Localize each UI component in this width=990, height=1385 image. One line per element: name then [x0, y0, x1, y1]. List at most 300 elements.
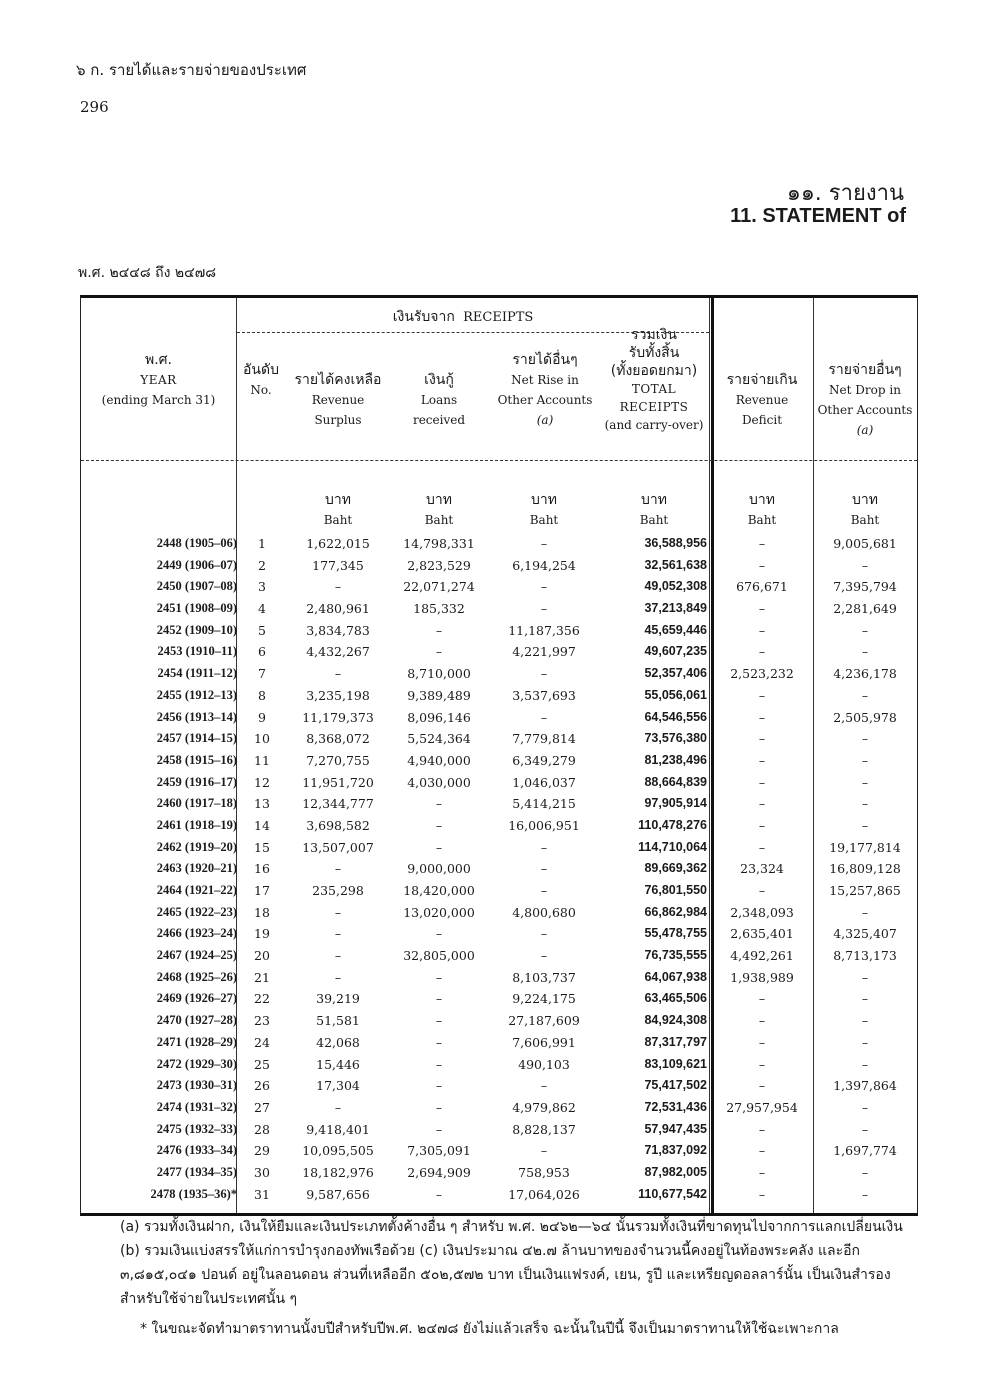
table-row [81, 903, 917, 925]
cell-rev: 17,304 [316, 1078, 360, 1094]
table-row [81, 729, 917, 751]
cell-rev: – [334, 948, 342, 964]
cell-def: – [758, 731, 766, 747]
cell-rise: 6,349,279 [512, 752, 576, 768]
table-row [81, 686, 917, 708]
cell-rise: 758,953 [518, 1164, 570, 1180]
cell-drop: – [861, 1164, 869, 1180]
cell-loan: – [435, 1056, 443, 1072]
cell-drop: – [861, 644, 869, 660]
header-year-thai: พ.ศ. [144, 352, 172, 368]
cell-def: 27,957,954 [726, 1099, 798, 1115]
cell-total: 87,317,797 [644, 1034, 707, 1049]
table-row [81, 773, 917, 795]
cell-no: 28 [254, 1121, 270, 1137]
cell-rev: 11,951,720 [302, 774, 374, 790]
cell-loan: 5,524,364 [407, 731, 471, 747]
cell-rise: – [540, 861, 548, 877]
cell-rise: – [540, 948, 548, 964]
cell-total: 87,982,005 [644, 1164, 707, 1179]
cell-year: 2470 (1927–28) [156, 1013, 237, 1028]
cell-def: 1,938,989 [730, 969, 794, 985]
cell-loan: – [435, 926, 443, 942]
cell-def: – [758, 752, 766, 768]
cell-drop: 4,325,407 [833, 926, 897, 942]
cell-rev: 3,235,198 [306, 687, 370, 703]
cell-def: – [758, 1034, 766, 1050]
table-row [81, 859, 917, 881]
cell-total: 55,056,061 [644, 687, 707, 702]
cell-total: 63,465,506 [644, 991, 707, 1006]
cell-drop: 7,395,794 [833, 579, 897, 595]
cell-def: – [758, 1121, 766, 1137]
cell-loan: – [435, 1013, 443, 1029]
cell-rev: 18,182,976 [302, 1164, 374, 1180]
cell-rev: – [334, 926, 342, 942]
cell-drop: – [861, 969, 869, 985]
unit-label: บาท Baht [424, 492, 454, 527]
cell-drop: – [861, 1056, 869, 1072]
running-head: ๖ ก. รายได้และรายจ่ายของประเทศ [76, 61, 307, 79]
cell-def: – [758, 709, 766, 725]
cell-drop: – [861, 752, 869, 768]
header-nd-thai: รายจ่ายอื่นๆ [828, 362, 902, 378]
cell-no: 3 [258, 579, 266, 595]
cell-rev: 3,698,582 [306, 817, 370, 833]
cell-rev: 51,581 [316, 1013, 360, 1029]
cell-loan: – [435, 622, 443, 638]
cell-rise: 5,414,215 [512, 796, 576, 812]
cell-drop: – [861, 731, 869, 747]
cell-loan: – [435, 1121, 443, 1137]
cell-def: – [758, 774, 766, 790]
cell-rev: 10,095,505 [302, 1143, 374, 1159]
cell-no: 26 [254, 1078, 270, 1094]
cell-drop: 4,236,178 [833, 666, 897, 682]
cell-loan: 14,798,331 [403, 536, 475, 551]
cell-drop: 1,397,864 [833, 1078, 897, 1094]
cell-rev: 4,432,267 [306, 644, 370, 660]
cell-rev: 8,368,072 [306, 731, 370, 747]
cell-loan: 9,389,489 [407, 687, 471, 703]
header-rd-en1: Revenue [735, 393, 789, 407]
cell-year: 2460 (1917–18) [156, 796, 237, 811]
header-loans-thai: เงินกู้ [424, 372, 454, 388]
cell-year: 2466 (1923–24) [156, 926, 237, 941]
cell-no: 20 [254, 948, 270, 964]
cell-loan: 2,823,529 [407, 557, 471, 573]
cell-no: 18 [254, 904, 270, 920]
cell-def: – [758, 839, 766, 855]
table-row [81, 1076, 917, 1098]
table-row [81, 1120, 917, 1142]
header-nd-en2: Other Accounts [817, 403, 913, 417]
header-total-thai1: รวมเงิน [631, 327, 677, 343]
cell-loan: 4,940,000 [407, 752, 471, 768]
cell-drop: 1,697,774 [833, 1143, 897, 1159]
cell-total: 72,531,436 [644, 1099, 707, 1114]
cell-year: 2453 (1910–11) [157, 644, 237, 659]
cell-drop: – [861, 904, 869, 920]
cell-total: 83,109,621 [644, 1056, 707, 1071]
unit-label: บาท Baht [529, 492, 559, 527]
header-total-thai3: (ทั้งยอดยกมา) [610, 363, 698, 379]
cell-def: 676,671 [736, 579, 788, 595]
cell-def: – [758, 883, 766, 898]
cell-rise: – [540, 883, 548, 898]
cell-def: – [758, 1013, 766, 1029]
title-en: 11. STATEMENT of [730, 205, 906, 227]
cell-no: 22 [254, 991, 270, 1007]
footnote-star: * ในขณะจัดทำมาตราทานนั้งบปีสำหรับปีพ.ศ. ๒๔๗๘ ยังไม่แล้วเสร็จ ฉะนั้นในปีนี้ จึงเป็นมาตราทานให้ใช้ฉะเพาะกาล [140, 1321, 839, 1337]
cell-year: 2450 (1907–08) [156, 579, 237, 594]
cell-rise: – [540, 1143, 548, 1159]
cell-rev: – [334, 904, 342, 920]
cell-drop: 9,005,681 [833, 536, 897, 551]
cell-loan: – [435, 969, 443, 985]
header-total-en2: RECEIPTS [619, 400, 689, 414]
cell-rise: – [540, 601, 548, 617]
table-row [81, 664, 917, 686]
cell-rise: – [540, 1078, 548, 1094]
cell-year: 2475 (1932–33) [156, 1121, 237, 1136]
cell-rise: – [540, 579, 548, 595]
table-row [81, 989, 917, 1011]
table-row [81, 577, 917, 599]
cell-no: 16 [254, 861, 270, 877]
cell-rev: – [334, 579, 342, 595]
cell-year: 2464 (1921–22) [156, 883, 237, 897]
cell-rise: 17,064,026 [508, 1186, 580, 1202]
cell-no: 12 [254, 774, 270, 790]
header-rd-en2: Deficit [741, 413, 783, 427]
table-row [81, 1141, 917, 1163]
header-net-drop [813, 360, 917, 440]
table-row [81, 881, 917, 903]
table-row [81, 1055, 917, 1077]
cell-rev: – [334, 969, 342, 985]
cell-year: 2461 (1918–19) [156, 817, 237, 832]
cell-year: 2467 (1924–25) [156, 948, 237, 963]
cell-total: 71,837,092 [644, 1143, 707, 1158]
cell-def: – [758, 1186, 766, 1202]
cell-rev: 2,480,961 [306, 601, 370, 617]
table-row [81, 946, 917, 968]
cell-drop: – [861, 817, 869, 833]
cell-year: 2448 (1905–06) [156, 536, 237, 550]
cell-year: 2476 (1933–34) [156, 1143, 237, 1158]
cell-no: 10 [254, 731, 270, 747]
cell-year: 2458 (1915–16) [156, 752, 237, 767]
cell-drop: – [861, 1099, 869, 1115]
cell-rise: 4,979,862 [512, 1099, 576, 1115]
cell-drop: – [861, 1013, 869, 1029]
cell-loan: 18,420,000 [403, 883, 475, 898]
cell-rise: 11,187,356 [508, 622, 580, 638]
cell-drop: 16,809,128 [829, 861, 901, 877]
cell-rise: 9,224,175 [512, 991, 576, 1007]
unit-label: บาท Baht [747, 492, 777, 527]
cell-total: 110,478,276 [638, 817, 707, 832]
cell-no: 14 [254, 817, 270, 833]
footnotes [80, 1215, 916, 1341]
cell-no: 5 [258, 622, 266, 638]
cell-total: 45,659,446 [644, 622, 707, 637]
cell-no: 11 [254, 752, 270, 768]
cell-no: 15 [254, 839, 270, 855]
cell-loan: – [435, 1078, 443, 1094]
cell-loan: – [435, 1186, 443, 1202]
cell-rise: 4,800,680 [512, 904, 576, 920]
cell-no: 13 [254, 796, 270, 812]
header-loans-en2: received [412, 413, 466, 427]
table-body [81, 534, 917, 1206]
receipts-group-header [237, 306, 689, 328]
cell-drop: 19,177,814 [829, 839, 901, 855]
unit-label: บาท Baht [323, 492, 353, 527]
cell-no: 8 [258, 687, 266, 703]
cell-drop: – [861, 622, 869, 638]
cell-no: 29 [254, 1143, 270, 1159]
table-row [81, 924, 917, 946]
cell-loan: – [435, 644, 443, 660]
cell-rev: 12,344,777 [302, 796, 374, 812]
cell-def: – [758, 1143, 766, 1159]
cell-total: 32,561,638 [644, 557, 707, 572]
cell-year: 2473 (1930–31) [156, 1078, 237, 1093]
header-year-sub: (ending March 31) [101, 393, 216, 407]
cell-def: 4,492,261 [730, 948, 794, 964]
period-label: พ.ศ. ๒๔๔๘ ถึง ๒๔๗๘ [78, 265, 217, 281]
table-row [81, 708, 917, 730]
cell-def: – [758, 601, 766, 617]
cell-year: 2451 (1908–09) [156, 601, 237, 616]
cell-total: 55,478,755 [644, 926, 707, 941]
table-row [81, 816, 917, 838]
header-nr-note: (a) [536, 413, 554, 427]
cell-loan: 13,020,000 [403, 904, 475, 920]
cell-rev: 1,622,015 [306, 536, 370, 551]
header-rs-en1: Revenue [311, 393, 365, 407]
cell-rev: 235,298 [312, 883, 364, 898]
cell-total: 75,417,502 [644, 1078, 707, 1093]
cell-rise: 4,221,997 [512, 644, 576, 660]
cell-no: 27 [254, 1099, 270, 1115]
table-row [81, 642, 917, 664]
cell-rise: 1,046,037 [512, 774, 576, 790]
table-row [81, 1185, 917, 1207]
footnote-a: (a) รวมทั้งเงินฝาก, เงินให้ยืมและเงินประเภทตั้งค้างอื่น ๆ สำหรับ พ.ศ. ๒๔๖๒—๖๔ นั้นรวมทั้งเงินที่ขาดทุนไปจากการแลกเปลี่ยนเงิน (b) รวมเงินแบ่งสรรให้แก่การบำรุงกองทัพเรือด้วย (c) เงินประมาณ ๔๒.๗ ล้านบาทของจำนวนนี้คงอยู่ในท้องพระคลัง และอีก ๓,๘๑๕,๐๔๑ ปอนด์ อยู่ในลอนดอน ส่วนที่เหลืออีก ๕๐๒,๕๗๒ บาท เป็นเงินแฟรงค์, เยน, รูปี และเหรียญดอลลาร์นั้น เป็นเงินสำรองสำหรับใช้จ่ายในประเทศนั้น ๆ [120, 1219, 903, 1307]
table-row [81, 794, 917, 816]
cell-year: 2449 (1906–07) [156, 557, 237, 572]
cell-total: 66,862,984 [644, 904, 707, 919]
header-year [81, 350, 236, 410]
cell-loan: 8,710,000 [407, 666, 471, 682]
cell-total: 81,238,496 [644, 752, 707, 767]
table-row [81, 1011, 917, 1033]
cell-def: – [758, 644, 766, 660]
cell-no: 21 [254, 969, 270, 985]
header-nr-en2: Other Accounts [497, 393, 593, 407]
cell-year: 2456 (1913–14) [156, 709, 237, 724]
header-total-en3: (and carry-over) [604, 418, 704, 432]
cell-rev: 42,068 [316, 1034, 360, 1050]
cell-total: 97,905,914 [644, 796, 707, 811]
cell-rise: 7,779,814 [512, 731, 576, 747]
cell-rev: 9,418,401 [306, 1121, 370, 1137]
cell-total: 76,735,555 [644, 948, 707, 963]
table-row [81, 534, 917, 556]
cell-rise: – [540, 536, 548, 551]
cell-total: 76,801,550 [644, 883, 707, 897]
cell-def: – [758, 1056, 766, 1072]
cell-year: 2471 (1928–29) [156, 1034, 237, 1049]
cell-year: 2455 (1912–13) [156, 687, 237, 702]
cell-loan: 32,805,000 [403, 948, 475, 964]
receipts-en: RECEIPTS [463, 310, 534, 325]
cell-year: 2465 (1922–23) [156, 904, 237, 919]
cell-drop: – [861, 796, 869, 812]
cell-total: 36,588,956 [644, 536, 707, 550]
cell-loan: 9,000,000 [407, 861, 471, 877]
table-row [81, 751, 917, 773]
cell-total: 49,607,235 [644, 644, 707, 659]
cell-def: 2,523,232 [730, 666, 794, 682]
cell-drop: – [861, 774, 869, 790]
cell-rev: – [334, 1099, 342, 1115]
table-row [81, 1033, 917, 1055]
cell-def: 2,635,401 [730, 926, 794, 942]
cell-rev: – [334, 861, 342, 877]
header-rd-thai: รายจ่ายเกิน [726, 372, 798, 388]
header-no-thai: อันดับ [243, 362, 279, 378]
table-row [81, 968, 917, 990]
cell-drop: 8,713,173 [833, 948, 897, 964]
receipts-thai: เงินรับจาก [392, 309, 455, 325]
cell-rev: 7,270,755 [306, 752, 370, 768]
cell-def: – [758, 1164, 766, 1180]
header-net-rise [489, 350, 601, 430]
header-total-en1: TOTAL [631, 382, 677, 396]
cell-rev: 13,507,007 [302, 839, 374, 855]
cell-rise: 8,103,737 [512, 969, 576, 985]
cell-drop: 2,505,978 [833, 709, 897, 725]
cell-rise: – [540, 839, 548, 855]
cell-total: 57,947,435 [644, 1121, 707, 1136]
cell-no: 30 [254, 1164, 270, 1180]
statement-table [80, 295, 918, 1216]
cell-total: 110,677,542 [638, 1186, 707, 1201]
cell-rev: 39,219 [316, 991, 360, 1007]
cell-def: – [758, 622, 766, 638]
cell-year: 2478 (1935–36)* [150, 1186, 237, 1201]
cell-rev: – [334, 666, 342, 682]
cell-total: 89,669,362 [644, 861, 707, 876]
cell-def: – [758, 991, 766, 1007]
header-rule [81, 460, 917, 461]
cell-loan: – [435, 991, 443, 1007]
cell-year: 2459 (1916–17) [156, 774, 237, 789]
header-nd-en1: Net Drop in [829, 383, 901, 397]
table-row [81, 599, 917, 621]
cell-rev: 177,345 [312, 557, 364, 573]
cell-loan: 185,332 [413, 601, 465, 617]
cell-loan: – [435, 839, 443, 855]
cell-loan: 8,096,146 [407, 709, 471, 725]
cell-rise: – [540, 926, 548, 942]
table-row [81, 838, 917, 860]
cell-drop: – [861, 991, 869, 1007]
cell-year: 2468 (1925–26) [156, 969, 237, 984]
cell-drop: 2,281,649 [833, 601, 897, 617]
cell-no: 25 [254, 1056, 270, 1072]
header-total [599, 326, 709, 434]
cell-def: – [758, 796, 766, 812]
cell-loan: 7,305,091 [407, 1143, 471, 1159]
cell-no: 2 [258, 557, 266, 573]
header-no [233, 360, 289, 400]
table-row [81, 1163, 917, 1185]
cell-year: 2477 (1934–35) [156, 1164, 237, 1179]
header-loans [389, 370, 489, 430]
cell-drop: – [861, 1121, 869, 1137]
cell-no: 1 [258, 536, 266, 551]
cell-no: 6 [258, 644, 266, 660]
cell-rev: 9,587,656 [306, 1186, 370, 1202]
cell-loan: 22,071,274 [403, 579, 475, 595]
cell-no: 19 [254, 926, 270, 942]
cell-no: 4 [258, 601, 266, 617]
page-number: 296 [80, 98, 109, 116]
cell-year: 2457 (1914–15) [156, 731, 237, 746]
title-thai: ๑๑. รายงาน [786, 181, 904, 206]
unit-label: บาท Baht [639, 492, 669, 527]
header-nd-note: (a) [856, 423, 874, 437]
table-row [81, 556, 917, 578]
cell-year: 2463 (1920–21) [156, 861, 237, 876]
cell-year: 2452 (1909–10) [156, 622, 237, 637]
cell-total: 73,576,380 [644, 731, 707, 746]
cell-loan: – [435, 1099, 443, 1115]
cell-rise: – [540, 666, 548, 682]
cell-rise: 8,828,137 [512, 1121, 576, 1137]
cell-total: 84,924,308 [644, 1013, 707, 1028]
cell-drop: – [861, 1186, 869, 1202]
table-row [81, 1098, 917, 1120]
header-rs-en2: Surplus [314, 413, 362, 427]
cell-def: 2,348,093 [730, 904, 794, 920]
cell-def: 23,324 [740, 861, 784, 877]
cell-no: 7 [258, 666, 266, 682]
cell-rev: 11,179,373 [302, 709, 374, 725]
cell-def: – [758, 1078, 766, 1094]
cell-drop: – [861, 687, 869, 703]
cell-total: 49,052,308 [644, 579, 707, 594]
cell-no: 17 [254, 883, 270, 898]
cell-drop: 15,257,865 [829, 883, 901, 898]
cell-loan: 4,030,000 [407, 774, 471, 790]
cell-year: 2472 (1929–30) [156, 1056, 237, 1071]
cell-def: – [758, 557, 766, 573]
cell-year: 2462 (1919–20) [156, 839, 237, 854]
cell-def: – [758, 817, 766, 833]
cell-rise: – [540, 709, 548, 725]
cell-rev: 3,834,783 [306, 622, 370, 638]
unit-label: บาท Baht [850, 492, 880, 527]
cell-drop: – [861, 1034, 869, 1050]
cell-year: 2474 (1931–32) [156, 1099, 237, 1114]
table-row [81, 621, 917, 643]
